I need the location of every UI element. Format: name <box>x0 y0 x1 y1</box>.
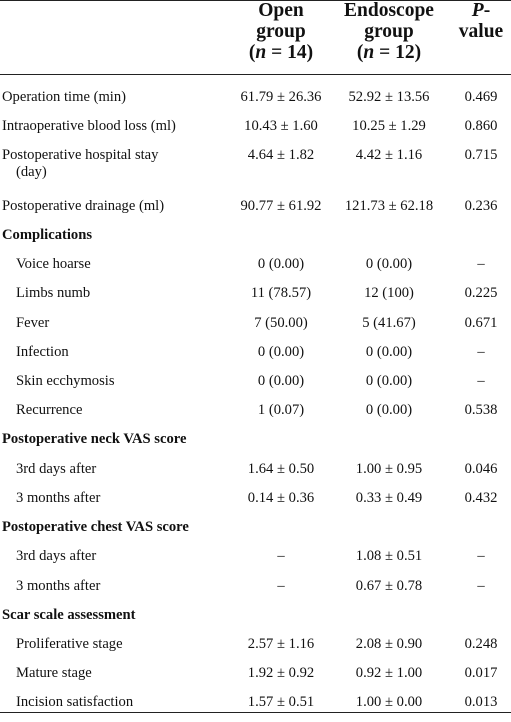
header-p-line2: value <box>458 21 504 42</box>
row-open-value: – <box>277 578 285 594</box>
row-p-value: 0.236 <box>464 198 498 214</box>
row-endo-value: 0 (0.00) <box>365 344 413 360</box>
row-p-value: – <box>477 578 485 594</box>
row-open-value: 4.64 ± 1.82 <box>247 147 315 163</box>
header-rule <box>0 74 511 75</box>
row-endo-value: 52.92 ± 13.56 <box>348 89 430 105</box>
row-open-value: 10.43 ± 1.60 <box>244 118 318 134</box>
row-open-value: 1.92 ± 0.92 <box>247 665 315 681</box>
row-endo-value: 0.92 ± 1.00 <box>355 665 423 681</box>
table-header <box>0 0 511 74</box>
row-endo-value: 10.25 ± 1.29 <box>352 118 426 134</box>
header-endoscope-group <box>330 0 448 63</box>
row-endo-value: 1.00 ± 0.95 <box>355 461 423 477</box>
row-open-value: 2.57 ± 1.16 <box>247 636 315 652</box>
section-label: Postoperative neck VAS score <box>2 431 187 447</box>
row-p-value: 0.248 <box>464 636 498 652</box>
row-p-value: 0.671 <box>464 315 498 331</box>
row-label-line1: Postoperative hospital stay <box>2 147 159 163</box>
row-label: 3 months after <box>16 490 101 506</box>
header-p-value <box>452 0 510 42</box>
row-open-value: – <box>277 548 285 564</box>
row-open-value: 11 (78.57) <box>250 285 312 301</box>
row-p-value: 0.013 <box>464 694 498 710</box>
row-label: 3rd days after <box>16 461 97 477</box>
row-endo-value: 0 (0.00) <box>365 402 413 418</box>
row-p-value: 0.017 <box>464 665 498 681</box>
row-open-value: 61.79 ± 26.36 <box>240 89 322 105</box>
row-endo-value: 4.42 ± 1.16 <box>355 147 423 163</box>
section-label: Complications <box>2 227 92 243</box>
row-open-value: 0 (0.00) <box>257 373 305 389</box>
row-label: Infection <box>16 344 69 360</box>
row-open-value: 90.77 ± 61.92 <box>240 198 322 214</box>
row-open-value: 1.64 ± 0.50 <box>247 461 315 477</box>
row-label: Limbs numb <box>16 285 91 301</box>
row-open-value: 1 (0.07) <box>257 402 305 418</box>
row-open-value: 0 (0.00) <box>257 256 305 272</box>
row-p-value: 0.225 <box>464 285 498 301</box>
header-open-line3: (n = 14) <box>248 42 314 63</box>
row-label: Intraoperative blood loss (ml) <box>2 118 176 134</box>
row-p-value: 0.432 <box>464 490 498 506</box>
row-label: 3rd days after <box>16 548 97 564</box>
row-label <box>2 147 158 181</box>
header-p-line1: P- <box>471 0 491 21</box>
header-endo-line1: Endoscope <box>344 0 434 21</box>
table-bottom-rule <box>0 712 511 713</box>
row-p-value: 0.046 <box>464 461 498 477</box>
row-label: Mature stage <box>16 665 92 681</box>
row-p-value: 0.538 <box>464 402 498 418</box>
row-endo-value: 1.08 ± 0.51 <box>355 548 423 564</box>
row-open-value: 7 (50.00) <box>254 315 308 331</box>
header-endo-line3: (n = 12) <box>356 42 422 63</box>
header-endo-line2: group <box>364 21 414 42</box>
row-p-value: – <box>477 344 485 360</box>
section-label: Scar scale assessment <box>2 607 136 623</box>
header-open-line2: group <box>256 21 306 42</box>
row-label: Recurrence <box>16 402 83 418</box>
row-open-value: 0.14 ± 0.36 <box>247 490 315 506</box>
row-label: Postoperative drainage (ml) <box>2 198 165 214</box>
row-label: Skin ecchymosis <box>16 373 115 389</box>
row-endo-value: 2.08 ± 0.90 <box>355 636 423 652</box>
row-p-value: – <box>477 548 485 564</box>
row-endo-value: 1.00 ± 0.00 <box>355 694 423 710</box>
row-label: Proliferative stage <box>16 636 123 652</box>
row-p-value: 0.860 <box>464 118 498 134</box>
row-endo-value: 12 (100) <box>364 285 414 301</box>
row-label: Incision satisfaction <box>16 694 134 710</box>
row-p-value: – <box>477 373 485 389</box>
row-endo-value: 5 (41.67) <box>362 315 416 331</box>
row-endo-value: 0.33 ± 0.49 <box>355 490 423 506</box>
row-p-value: 0.715 <box>464 147 498 163</box>
row-endo-value: 0.67 ± 0.78 <box>355 578 423 594</box>
row-endo-value: 0 (0.00) <box>365 256 413 272</box>
row-endo-value: 0 (0.00) <box>365 373 413 389</box>
row-label: Voice hoarse <box>16 256 91 272</box>
row-label-line2: (day) <box>16 164 47 180</box>
header-open-group <box>222 0 340 63</box>
header-open-line1: Open <box>258 0 304 21</box>
row-open-value: 1.57 ± 0.51 <box>247 694 315 710</box>
row-p-value: 0.469 <box>464 89 498 105</box>
row-label: 3 months after <box>16 578 101 594</box>
row-open-value: 0 (0.00) <box>257 344 305 360</box>
row-endo-value: 121.73 ± 62.18 <box>344 198 434 214</box>
row-label: Fever <box>16 315 50 331</box>
section-label: Postoperative chest VAS score <box>2 519 189 535</box>
row-p-value: – <box>477 256 485 272</box>
row-label: Operation time (min) <box>2 89 127 105</box>
